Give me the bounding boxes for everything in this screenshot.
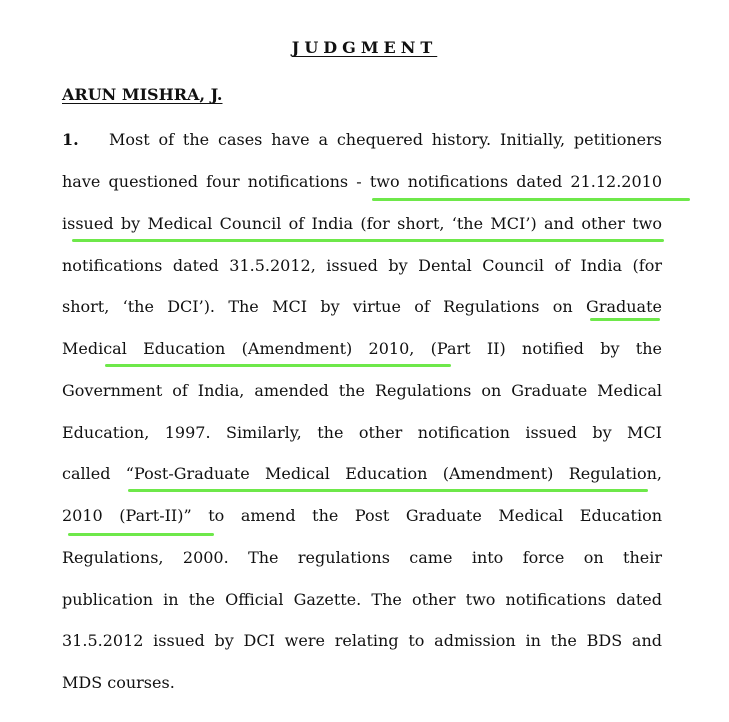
paragraph-line: short, ‘the DCI’). The MCI by virtue of Regulations on Graduate bbox=[62, 297, 662, 316]
paragraph-line: notifications dated 31.5.2012, issued by Dental Council of India (for bbox=[62, 256, 662, 275]
judge-name: ARUN MISHRA, J. bbox=[62, 85, 223, 104]
paragraph-line: publication in the Official Gazette. The other two notifications dated bbox=[62, 590, 662, 609]
paragraph-line: issued by Medical Council of India (for short, ‘the MCI’) and other two bbox=[62, 214, 662, 233]
paragraph-line: have questioned four notifications - two notifications dated 21.12.2010 bbox=[62, 172, 662, 191]
paragraph-line: Education, 1997. Similarly, the other notification issued by MCI bbox=[62, 423, 662, 442]
paragraph-line: Government of India, amended the Regulations on Graduate Medical bbox=[62, 381, 662, 400]
paragraph-line: 31.5.2012 issued by DCI were relating to admission in the BDS and bbox=[62, 631, 662, 650]
paragraph-line: Regulations, 2000. The regulations came into force on their bbox=[62, 548, 662, 567]
annotation-underline bbox=[128, 489, 648, 492]
annotation-underline bbox=[72, 239, 664, 242]
paragraph-line: 1. Most of the cases have a chequered history. Initially, petitioners bbox=[62, 130, 662, 149]
annotation-underline bbox=[590, 318, 660, 321]
paragraph-line: MDS courses. bbox=[62, 673, 175, 692]
annotation-underline bbox=[105, 364, 451, 367]
annotation-underline bbox=[68, 533, 214, 536]
paragraph-number: 1. bbox=[62, 130, 79, 149]
paragraph-line: 2010 (Part-II)” to amend the Post Graduate Medical Education bbox=[62, 506, 662, 525]
paragraph-line: Medical Education (Amendment) 2010, (Part II) notified by the bbox=[62, 339, 662, 358]
judgment-heading: JUDGMENT bbox=[291, 38, 438, 57]
paragraph-line: called “Post-Graduate Medical Education (Amendment) Regulation, bbox=[62, 464, 662, 483]
annotation-underline bbox=[372, 198, 690, 201]
